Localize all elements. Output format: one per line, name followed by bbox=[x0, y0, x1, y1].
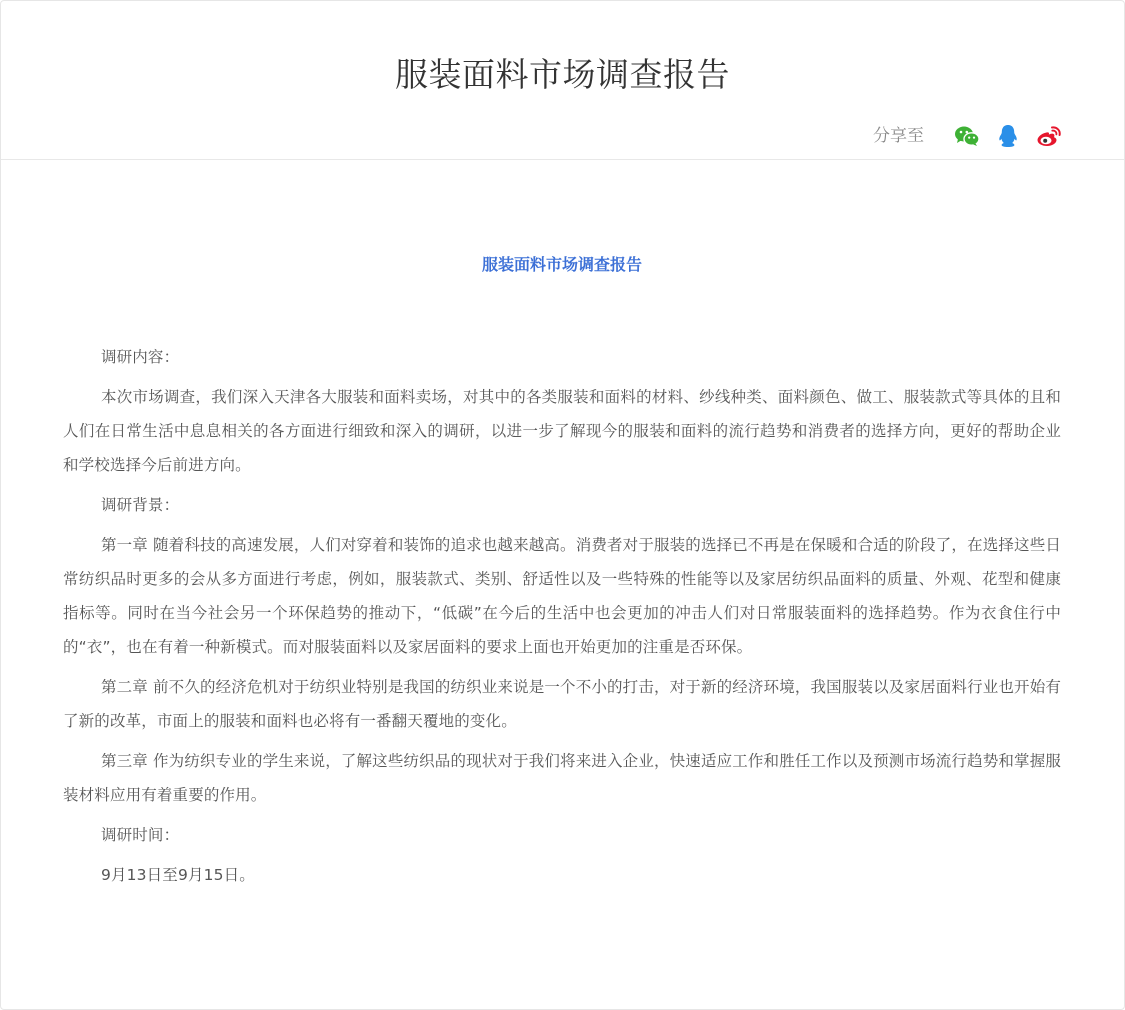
paragraph: 第一章 随着科技的高速发展，人们对穿着和装饰的追求也越来越高。消费者对于服装的选择已不再是在保暖和合适的阶段了，在选择这些日常纺织品时更多的会从多方面进行考虑，例如，服装款式、类别、舒适性以及一些特殊的性能等以及家居纺织品面料的质量、外观、花型和健康指标等。同时在当今社会另一个环保趋势的推动下，“低碳”在今后的生活中也会更加的冲击人们对日常服装面料的选择趋势。作为衣食住行中的“衣”，也在有着一种新模式。而对服装面料以及家居面料的要求上面也开始更加的注重是否环保。 bbox=[63, 536, 1061, 656]
paragraph: 第三章 作为纺织专业的学生来说，了解这些纺织品的现状对于我们将来进入企业，快速适应工作和胜任工作以及预测市场流行趋势和掌握服装材料应用有着重要的作用。 bbox=[63, 752, 1061, 804]
qq-icon bbox=[997, 124, 1019, 148]
share-qq-button[interactable] bbox=[995, 123, 1021, 149]
paragraph: 调研内容： bbox=[100, 348, 180, 366]
article-body bbox=[63, 340, 1061, 892]
weibo-icon bbox=[1036, 125, 1062, 147]
paragraph: 调研背景： bbox=[100, 496, 180, 514]
share-wechat-button[interactable] bbox=[954, 123, 980, 149]
wechat-icon bbox=[954, 125, 980, 147]
paragraph: 本次市场调查，我们深入天津各大服装和面料卖场，对其中的各类服装和面料的材料、纱线种类、面料颜色、做工、服装款式等具体的且和人们在日常生活中息息相关的各方面进行细致和深入的调研，以进一步了解现今的服装和面料的流行趋势和消费者的选择方向，更好的帮助企业和学校选择今后前进方向。 bbox=[63, 388, 1061, 474]
share-label: 分享至 bbox=[873, 126, 924, 146]
share-bar bbox=[873, 121, 1062, 151]
page-header bbox=[1, 1, 1124, 160]
share-weibo-button[interactable] bbox=[1036, 123, 1062, 149]
article-content bbox=[63, 161, 1061, 898]
article-title: 服装面料市场调查报告 bbox=[481, 255, 642, 274]
page-title: 服装面料市场调查报告 bbox=[395, 55, 730, 94]
paragraph: 调研时间： bbox=[100, 826, 180, 844]
paragraph: 9月13日至9月15日。 bbox=[100, 866, 255, 884]
paragraph: 第二章 前不久的经济危机对于纺织业特别是我国的纺织业来说是一个不小的打击，对于新的经济环境，我国服装以及家居面料行业也开始有了新的改革，市面上的服装和面料也必将有一番翻天覆地的变化。 bbox=[63, 678, 1061, 730]
